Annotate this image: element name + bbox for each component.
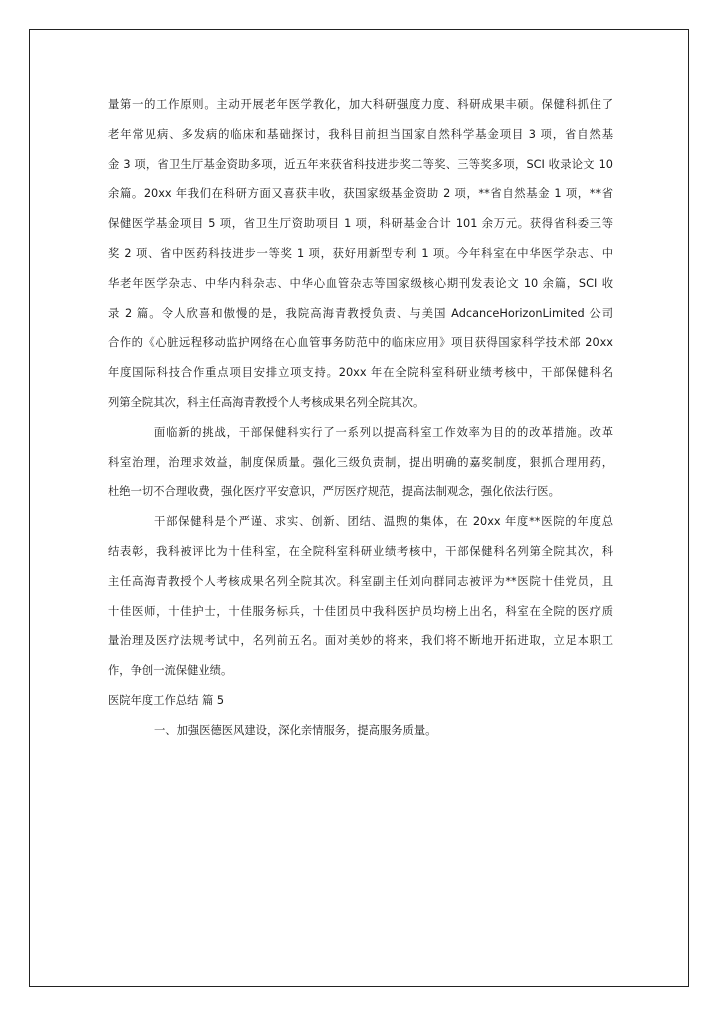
- text-line: 主任高海青教授个人考核成果名列全院其次。科室副主任刘向群同志被评为**医院十佳党员，且: [108, 574, 613, 588]
- section-heading: 医院年度工作总结 篇 5: [108, 693, 225, 707]
- text-line: 作，争创一流保健业绩。: [108, 664, 233, 678]
- text-line: 量治理及医疗法规考试中，名列前五名。面对美妙的将来，我们将不断地开拓进取，立足本职工: [108, 634, 613, 648]
- text-line: 录 2 篇。令人欣喜和傲慢的是，我院高海青教授负责、与美国 AdcanceHorizonLimited 公司: [108, 306, 613, 320]
- sub-heading: 一、加强医德医风建设，深化亲情服务，提高服务质量。: [154, 723, 437, 737]
- text-line: 面临新的挑战，干部保健科实行了一系列以提高科室工作效率为目的的改革措施。改革: [154, 425, 613, 439]
- text-line: 科室治理，治理求效益，制度保质量。强化三级负责制，提出明确的嘉奖制度，狠抓合理用药，: [108, 455, 613, 469]
- text-line: 保健医学基金项目 5 项，省卫生厅资助项目 1 项，科研基金合计 101 余万元。获得省科委三等: [108, 217, 613, 231]
- paragraph-2: [108, 418, 613, 507]
- document-body: [108, 90, 613, 746]
- text-line: 华老年医学杂志、中华内科杂志、中华心血管杂志等国家级核心期刊发表论文 10 余篇，SCI 收: [108, 276, 613, 290]
- text-line: 奖 2 项、省中医药科技进步一等奖 1 项，获好用新型专利 1 项。今年科室在中华医学杂志、中: [108, 246, 613, 260]
- text-line: 干部保健科是个严谨、求实、创新、团结、温煦的集体，在 20xx 年度**医院的年度总: [154, 515, 613, 529]
- paragraph-1: [108, 90, 613, 418]
- paragraph-3: [108, 507, 613, 686]
- text-line: 年度国际科技合作重点项目安排立项支持。20xx 年在全院科室科研业绩考核中，干部保健科名: [108, 366, 613, 380]
- text-line: 金 3 项，省卫生厅基金资助多项，近五年来获省科技进步奖二等奖、三等奖多项，SCI 收录论文 10: [108, 157, 613, 171]
- text-line: 十佳医师，十佳护士，十佳服务标兵，十佳团员中我科医护员均榜上出名，科室在全院的医疗质: [108, 604, 613, 618]
- text-line: 杜绝一切不合理收费，强化医疗平安意识，严厉医疗规范，提高法制观念，强化依法行医。: [108, 485, 560, 499]
- text-line: 老年常见病、多发病的临床和基础探讨，我科目前担当国家自然科学基金项目 3 项，省自然基: [108, 127, 613, 141]
- text-line: 结表彰，我科被评比为十佳科室，在全院科室科研业绩考核中，干部保健科名列第全院其次，科: [108, 544, 613, 558]
- text-line: 列第全院其次，科主任高海青教授个人考核成果名列全院其次。: [108, 395, 425, 409]
- text-line: 合作的《心脏远程移动监护网络在心血管事务防范中的临床应用》项目获得国家科学技术部 20xx: [108, 336, 613, 350]
- text-line: 余篇。20xx 年我们在科研方面又喜获丰收，获国家级基金资助 2 项，**省自然基金 1 项，**省: [108, 187, 613, 201]
- text-line: 量第一的工作原则。主动开展老年医学教化，加大科研强度力度、科研成果丰硕。保健科抓住了: [108, 98, 613, 111]
